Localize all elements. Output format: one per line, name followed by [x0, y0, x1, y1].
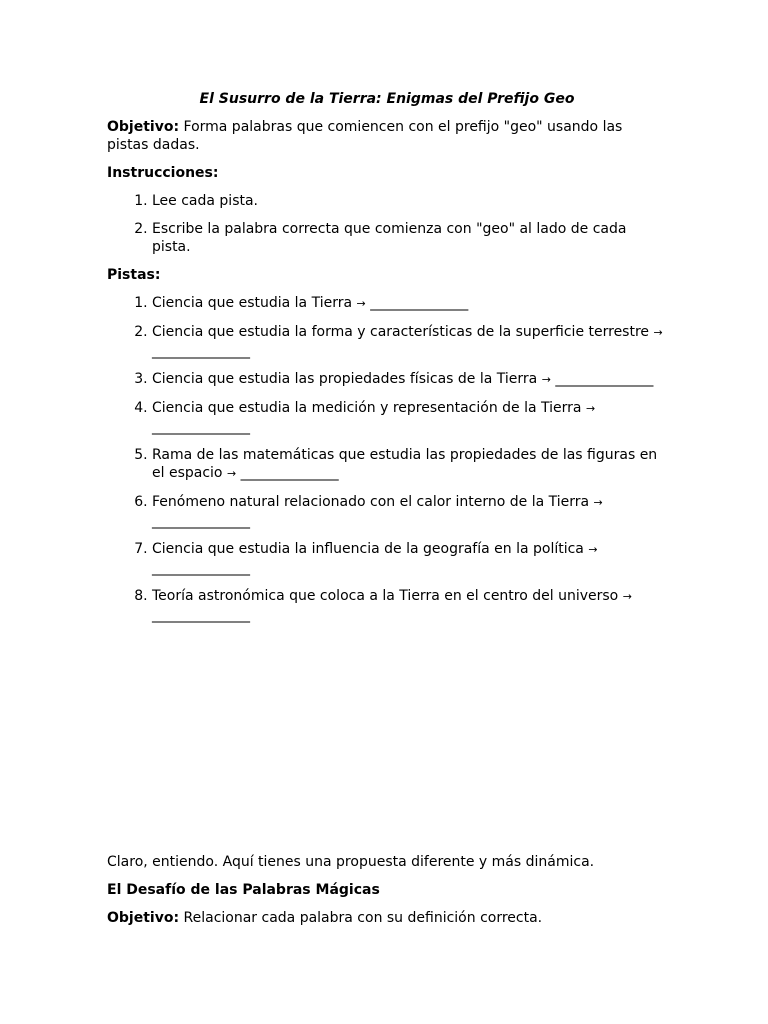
second-title: El Desafío de las Palabras Mágicas — [107, 882, 380, 898]
clue-item — [152, 370, 667, 389]
arrow-icon: → — [541, 373, 551, 386]
answer-blank: _______________ — [240, 465, 339, 481]
arrow-icon: → — [653, 326, 663, 339]
instruction-item: 2. Escribe la palabra correcta que comienza con "geo" al lado de cada pista. — [152, 220, 667, 256]
objective-label: Objetivo: — [107, 119, 180, 135]
document-title: El Susurro de la Tierra: Enigmas del Prefijo Geo — [199, 91, 575, 107]
answer-blank: _______________ — [152, 343, 250, 359]
answer-blank: _______________ — [152, 419, 250, 435]
document-page — [107, 90, 667, 634]
instruction-item: 1. Lee cada pista. — [152, 192, 667, 210]
second-objective-text: Relacionar cada palabra con su definición correcta. — [179, 910, 543, 926]
second-section — [107, 853, 667, 937]
clue-text: Rama de las matemáticas que estudia las propiedades de las figuras en el espacio — [152, 447, 658, 481]
clue-text: Ciencia que estudia la Tierra — [152, 295, 357, 311]
arrow-icon: → — [588, 543, 598, 556]
instructions-list — [107, 192, 667, 256]
intro-paragraph: Claro, entiendo. Aquí tienes una propuesta diferente y más dinámica. — [107, 854, 595, 870]
clue-item — [152, 294, 667, 313]
clue-item — [152, 587, 667, 624]
arrow-icon: → — [585, 402, 596, 415]
arrow-icon: → — [622, 590, 632, 603]
clue-item — [152, 493, 667, 530]
clue-text: Ciencia que estudia las propiedades físicas de la Tierra — [152, 371, 542, 387]
clue-text: Fenómeno natural relacionado con el calor interno de la Tierra — [152, 494, 594, 510]
answer-blank: _______________ — [152, 513, 250, 529]
answer-blank: _______________ — [555, 371, 653, 387]
second-objective-label: Objetivo: — [107, 910, 180, 926]
answer-blank: _______________ — [370, 295, 468, 311]
objective-paragraph — [107, 118, 667, 154]
answer-blank: _______________ — [152, 560, 250, 576]
clue-item — [152, 323, 667, 360]
arrow-icon: → — [356, 297, 366, 310]
clue-text: Teoría astronómica que coloca a la Tierra en el centro del universo — [152, 588, 623, 604]
clue-item — [152, 446, 667, 483]
clue-item — [152, 399, 667, 436]
clue-text: Ciencia que estudia la medición y representación de la Tierra — [152, 400, 586, 416]
clues-heading: Pistas: — [107, 267, 161, 283]
instructions-heading: Instrucciones: — [107, 165, 219, 181]
arrow-icon: → — [593, 496, 603, 509]
clue-text: Ciencia que estudia la influencia de la geografía en la política — [152, 541, 589, 557]
objective-text: Forma palabras que comiencen con el prefijo "geo" usando las pistas dadas. — [107, 119, 623, 153]
arrow-icon: → — [226, 467, 237, 480]
clue-item — [152, 540, 667, 577]
second-objective-paragraph — [107, 909, 667, 927]
answer-blank: _______________ — [152, 607, 250, 623]
clues-list — [107, 294, 667, 624]
clue-text: Ciencia que estudia la forma y características de la superficie terrestre — [152, 324, 654, 340]
